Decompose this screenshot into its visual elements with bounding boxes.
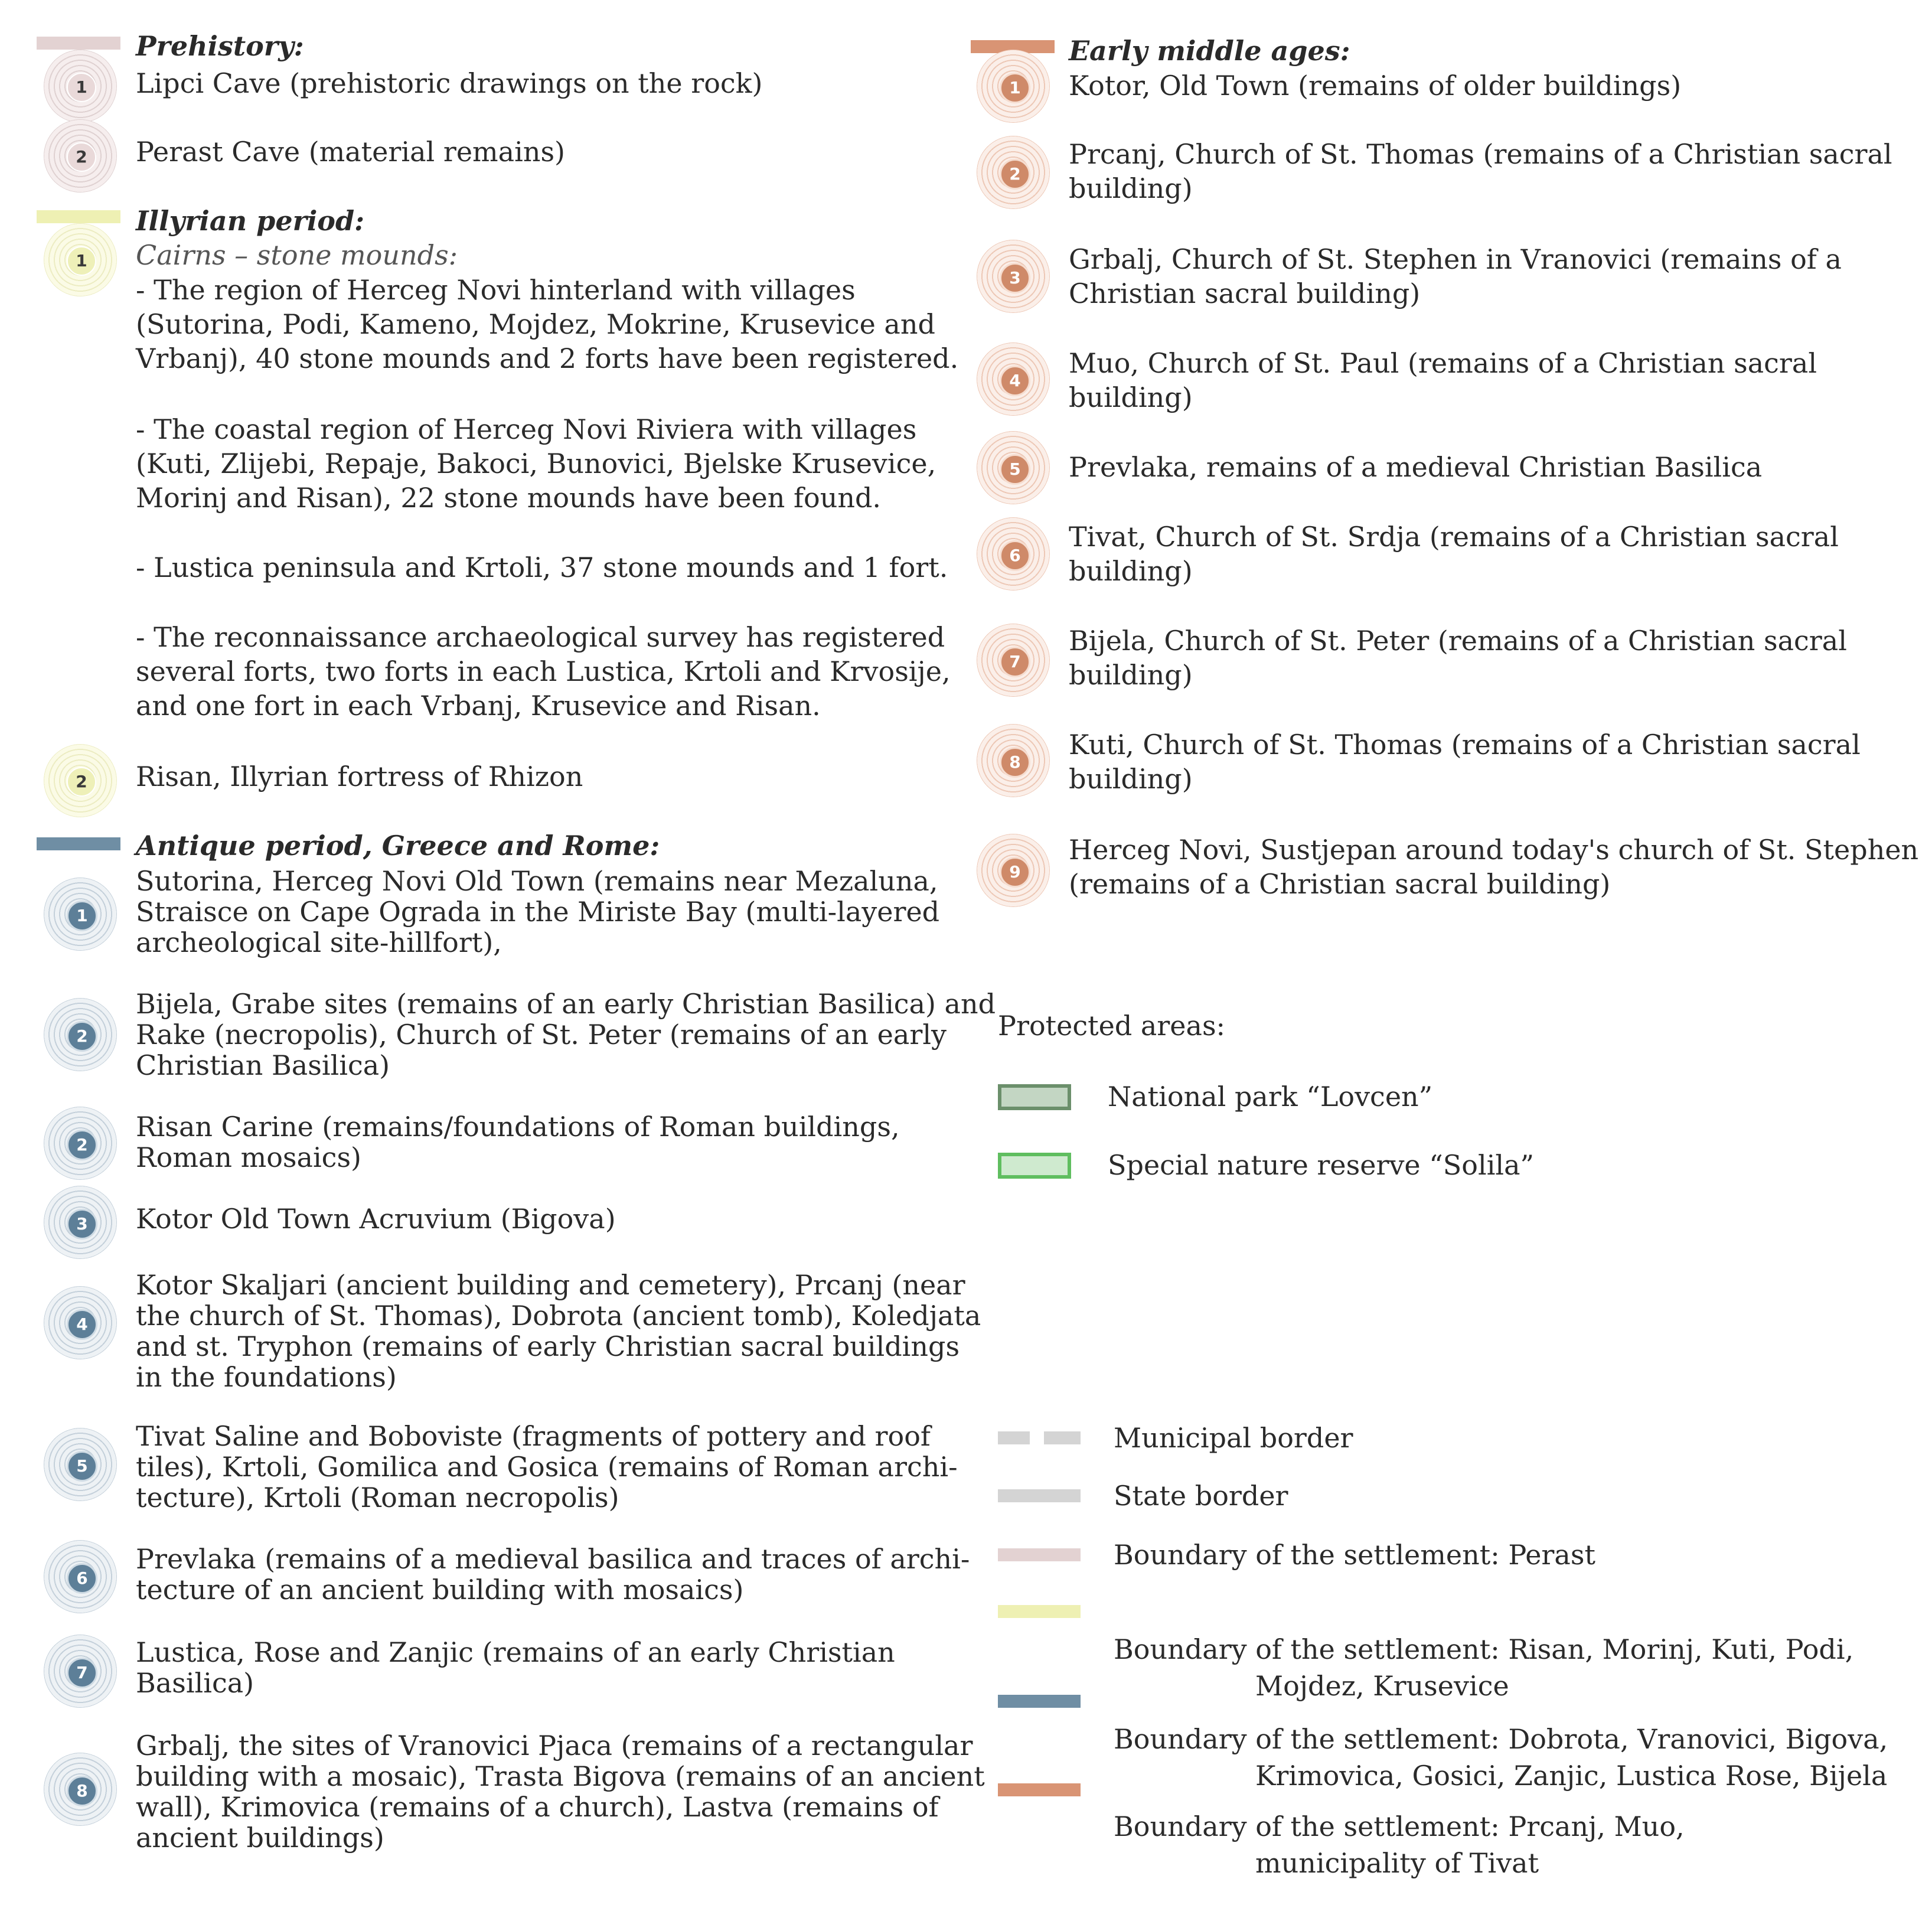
illyrian-marker-2 [44,744,117,817]
illyrian-color-bar [37,210,120,223]
antique-item-3: Risan Carine (remains/foundations of Roman buildings, Roman mosaics) [136,1111,900,1173]
marker-number: 8 [67,1776,97,1806]
antique-item-8: Lustica, Rose and Zanjic (remains of an early Christian Basilica) [136,1636,895,1699]
early-middle-ages-marker-8 [977,724,1050,797]
marker-number: 2 [67,142,96,172]
early-middle-ages-marker-4 [977,342,1050,416]
marker-number: 2 [67,1021,97,1052]
prehistory-color-bar [37,37,120,50]
early-middle-ages-item-4: Muo, Church of St. Paul (remains of a Christian sacral building) [1069,347,1817,413]
prehistory-item-1: Lipci Cave (prehistoric drawings on the rock) [136,67,763,99]
state-border-label: State border [1114,1480,1288,1512]
illyrian-heading: Illyrian period: [136,205,365,237]
early-middle-ages-item-9: Herceg Novi, Sustjepan around today's church of St. Stephen (remains of a Christian sacral building) [1069,834,1919,900]
early-middle-ages-item-6: Tivat, Church of St. Srdja (remains of a Christian sacral building) [1069,521,1839,587]
settlement-prcanj-text: Boundary of the settlement: Prcanj, Muo, municipality of Tivat [1114,1811,1685,1879]
antique-item-6: Tivat Saline and Boboviste (fragments of pottery and roof tiles), Krtoli, Gomilica and Gosica (remains of Roman archi- tecture), Krtoli (Roman necropolis) [136,1420,958,1513]
settlement-prcanj-swatch [998,1783,1081,1796]
settlement-perast-label: Boundary of the settlement: Perast [1114,1539,1595,1571]
antique-marker-4 [44,1186,117,1259]
early-middle-ages-marker-6 [977,517,1050,591]
prehistory-marker-1 [44,50,117,123]
early-middle-ages-item-1: Kotor, Old Town (remains of older buildings) [1069,70,1682,102]
marker-number: 3 [67,1209,97,1239]
illyrian-paragraph-2: - The coastal region of Herceg Novi Riviera with villages (Kuti, Zlijebi, Repaje, Bakoci, Bunovici, Bjelske Krusevice, Morinj and Risan), 22 stone mounds have been found. [136,413,936,514]
early-middle-ages-marker-1 [977,50,1050,123]
settlement-risan-text: Boundary of the settlement: Risan, Morinj, Kuti, Podi, Mojdez, Krusevice [1114,1633,1854,1702]
dash-segment [1044,1431,1081,1444]
antique-item-1: Sutorina, Herceg Novi Old Town (remains near Mezaluna, Straisce on Cape Ograda in the Miriste Bay (multi-layered archeological site-hillfort), [136,865,940,958]
early-middle-ages-marker-2 [977,136,1050,209]
municipal-border-label: Municipal border [1114,1422,1353,1454]
nature-reserve-label: Special nature reserve “Solila” [1108,1149,1535,1181]
illyrian-item-2: Risan, Illyrian fortress of Rhizon [136,761,583,792]
antique-marker-2 [44,998,117,1071]
illyrian-paragraph-1: - The region of Herceg Novi hinterland with villages (Sutorina, Podi, Kameno, Mojdez, Mokrine, Krusevice and Vrbanj), 40 stone mounds and 2 forts have been registered. [136,274,959,374]
marker-number: 1 [1000,73,1030,103]
antique-color-bar [37,837,120,850]
antique-marker-1 [44,878,117,951]
marker-number: 5 [1000,454,1030,485]
early-middle-ages-item-7: Bijela, Church of St. Peter (remains of a Christian sacral building) [1069,625,1847,691]
early-middle-ages-item-3: Grbalj, Church of St. Stephen in Vranovici (remains of a Christian sacral building) [1069,243,1842,309]
marker-number: 4 [67,1309,97,1340]
marker-number: 8 [1000,747,1030,778]
marker-number: 2 [67,767,96,797]
settlement-dobrota-text: Boundary of the settlement: Dobrota, Vranovici, Bigova, Krimovica, Gosici, Zanjic, Lustica Rose, Bijela [1114,1723,1888,1792]
marker-number: 1 [67,73,96,102]
marker-number: 6 [1000,540,1030,571]
illyrian-paragraph-3: - Lustica peninsula and Krtoli, 37 stone mounds and 1 fort. [136,552,948,583]
illyrian-paragraph-4: - The reconnaissance archaeological survey has registered several forts, two forts in each Lustica, Krtoli and Krvosije, and one fort in each Vrbanj, Krusevice and Risan. [136,621,951,722]
early-middle-ages-item-2: Prcanj, Church of St. Thomas (remains of a Christian sacral building) [1069,138,1892,204]
protected-areas-heading: Protected areas: [998,1010,1226,1042]
marker-number: 1 [67,901,97,931]
marker-number: 5 [67,1451,97,1482]
marker-number: 2 [67,1130,97,1160]
marker-number: 6 [67,1563,97,1594]
prehistory-marker-2 [44,119,117,193]
antique-marker-7 [44,1540,117,1613]
antique-marker-8 [44,1635,117,1708]
antique-marker-3 [44,1107,117,1180]
antique-item-7: Prevlaka (remains of a medieval basilica and traces of archi- tecture of an ancient building with mosaics) [136,1543,970,1606]
antique-item-5: Kotor Skaljari (ancient building and cemetery), Prcanj (near the church of St. Thomas), Dobrota (ancient tomb), Koledjata and st. Tryphon (remains of early Christian sacral buildings in the foundations) [136,1269,981,1393]
settlement-risan-swatch [998,1605,1081,1618]
marker-number: 4 [1000,366,1030,396]
early-middle-ages-item-8: Kuti, Church of St. Thomas (remains of a Christian sacral building) [1069,729,1861,795]
marker-number: 7 [67,1658,97,1688]
marker-number: 9 [1000,857,1030,888]
antique-marker-6 [44,1428,117,1501]
marker-number: 2 [1000,159,1030,190]
national-park-label: National park “Lovcen” [1108,1081,1433,1113]
settlement-perast-swatch [998,1548,1081,1561]
illyrian-cairns-subheading: Cairns – stone mounds: [136,239,458,271]
prehistory-item-2: Perast Cave (material remains) [136,136,565,168]
early-middle-ages-marker-7 [977,624,1050,697]
national-park-swatch [998,1084,1071,1110]
antique-marker-9 [44,1753,117,1826]
illyrian-marker-1 [44,223,117,296]
antique-marker-5 [44,1286,117,1359]
nature-reserve-swatch [998,1153,1071,1179]
settlement-dobrota-swatch [998,1695,1081,1708]
marker-number: 1 [67,246,96,276]
antique-item-2: Bijela, Grabe sites (remains of an early Christian Basilica) and Rake (necropolis), Church of St. Peter (remains of an early Christian Basilica) [136,988,996,1081]
dash-segment [998,1431,1030,1444]
prehistory-heading: Prehistory: [136,30,304,62]
municipal-border-swatch [998,1431,1081,1444]
early-middle-ages-heading: Early middle ages: [1069,35,1350,67]
antique-heading: Antique period, Greece and Rome: [136,830,660,862]
early-middle-ages-marker-5 [977,431,1050,504]
antique-item-9: Grbalj, the sites of Vranovici Pjaca (remains of a rectangular building with a mosaic), Trasta Bigova (remains of an ancient wall), Krimovica (remains of a church), Lastva (remains of ancient buildings) [136,1730,985,1854]
settlement-prcanj-label [1114,1772,1685,1918]
state-border-swatch [998,1489,1081,1502]
marker-number: 7 [1000,647,1030,677]
early-middle-ages-marker-9 [977,834,1050,907]
antique-item-4: Kotor Old Town Acruvium (Bigova) [136,1203,616,1235]
early-middle-ages-item-5: Prevlaka, remains of a medieval Christian Basilica [1069,451,1763,483]
early-middle-ages-marker-3 [977,240,1050,313]
marker-number: 3 [1000,263,1030,293]
